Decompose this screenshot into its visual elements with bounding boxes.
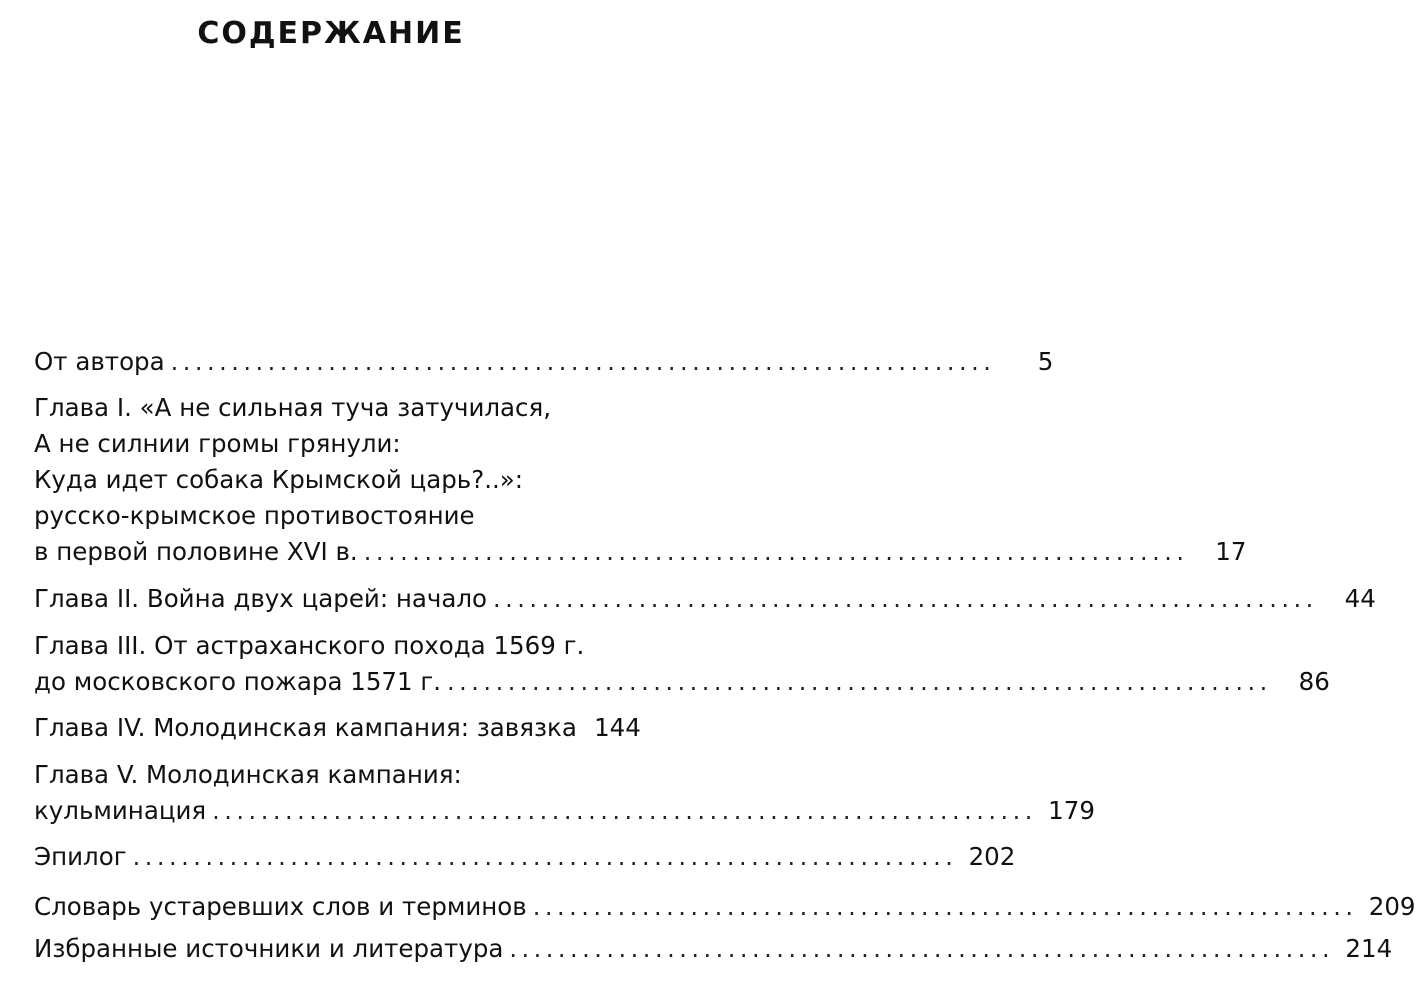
toc-page-number: 209 [1368, 892, 1416, 921]
toc-entry-chapter-4 [34, 710, 641, 746]
toc-entry-chapter-3 [34, 628, 1330, 700]
toc-page-number: 5 [1037, 347, 1054, 376]
dot-leader: .................................................................... [363, 538, 1189, 566]
toc-entry-title-line: А не силнии громы грянули: [34, 429, 401, 458]
toc-page-number: 144 [594, 713, 641, 742]
toc-entry-title-line: Глава III. От астраханского похода 1569 г. [34, 631, 585, 660]
toc-page-number: 44 [1344, 584, 1376, 613]
toc-entry-title-line: Глава I. «А не сильная туча затучилася, [34, 393, 552, 422]
dot-leader: .................................................................... [170, 348, 996, 376]
toc-entry-glossary [34, 889, 1416, 925]
toc-page-number: 17 [1215, 537, 1247, 566]
toc-page-number: 214 [1345, 934, 1393, 963]
dot-leader: .................................................................... [132, 843, 958, 871]
dot-leader: .................................................................... [532, 893, 1358, 921]
toc-entry-chapter-1 [34, 390, 1247, 570]
toc-entry-title-line: Словарь устаревших слов и терминов [34, 892, 527, 921]
toc-page-number: 179 [1048, 796, 1095, 825]
toc-entry-title-line: Глава II. Война двух царей: начало [34, 584, 488, 613]
toc-entry-title-line: в первой половине XVI в. [34, 537, 358, 566]
toc-entry-title-line: кульминация [34, 796, 207, 825]
dot-leader: .................................................................... [447, 668, 1272, 696]
toc-entry-title-line: Глава V. Молодинская кампания: [34, 760, 462, 789]
toc-entry-chapter-5 [34, 757, 1095, 829]
dot-leader: .................................................................... [493, 585, 1318, 613]
toc-page-number: 202 [968, 842, 1016, 871]
toc-entry-title-line: От автора [34, 347, 165, 376]
page-title: СОДЕРЖАНИЕ [197, 16, 465, 51]
dot-leader: .................................................................... [509, 935, 1335, 963]
toc-page-number: 86 [1298, 667, 1330, 696]
toc-entry-title-line: Куда идет собака Крымской царь?..»: [34, 465, 524, 494]
toc-entry-preface [34, 344, 1054, 380]
toc-entry-title-line: русско-крымское противостояние [34, 501, 475, 530]
dot-leader: .................................................................... [212, 797, 1037, 825]
toc-entry-title-line: Глава IV. Молодинская кампания: завязка [34, 713, 577, 742]
toc-entry-chapter-2 [34, 581, 1376, 617]
table-of-contents [34, 344, 1416, 967]
toc-entry-title-line: Эпилог [34, 842, 127, 871]
toc-entry-epilogue [34, 839, 1016, 875]
toc-entry-sources [34, 931, 1393, 967]
toc-entry-title-line: до московского пожара 1571 г. [34, 667, 442, 696]
toc-entry-title-line: Избранные источники и литература [34, 934, 504, 963]
